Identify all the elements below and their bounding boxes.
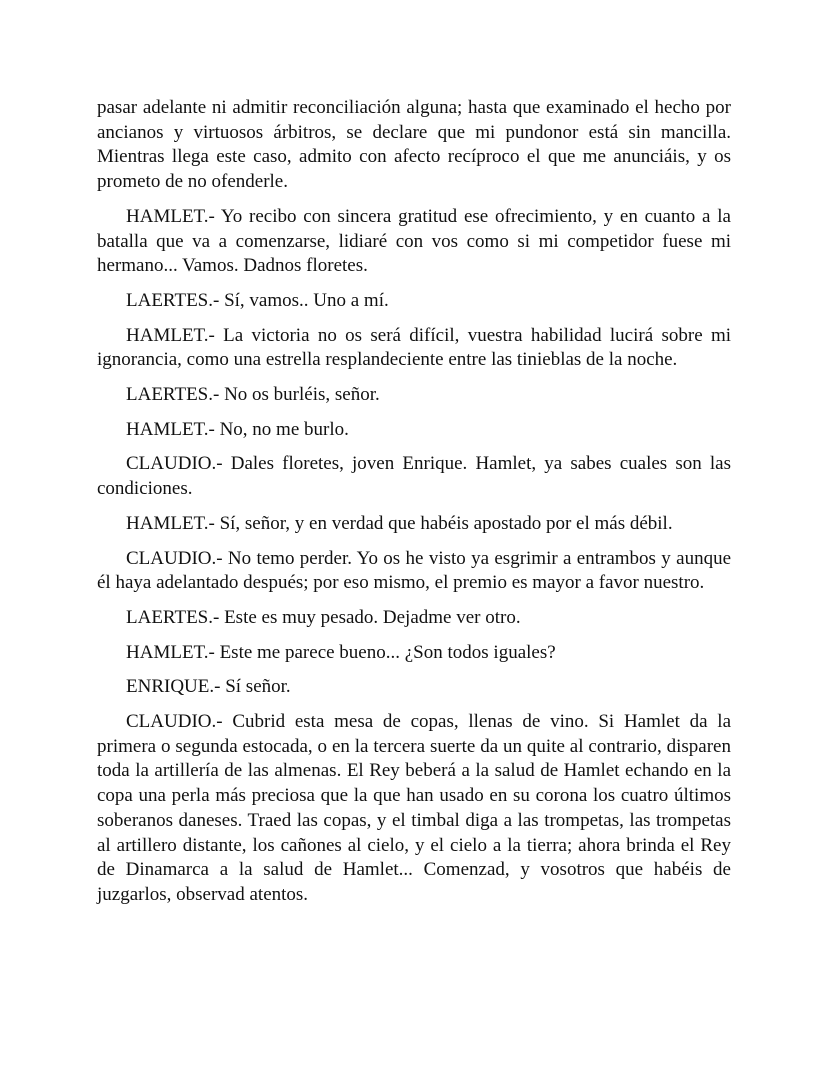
paragraph-laertes: LAERTES.- Este es muy pesado. Dejadme ver otro. (126, 606, 521, 628)
paragraph-hamlet: HAMLET.- Este me parece bueno... ¿Son todos iguales? (126, 641, 556, 663)
paragraph-hamlet: HAMLET.- Sí, señor, y en verdad que habéis apostado por el más débil. (126, 512, 673, 534)
paragraph-continuation: pasar adelante ni admitir reconciliación alguna; hasta que examinado el hecho por ancianos y virtuosos árbitros, se declare que mi pundonor está sin mancilla. Mientras llega este caso, admito con afecto recíproco el que me anunciáis, y os prometo de no ofenderle. (97, 97, 731, 193)
paragraph-claudio: CLAUDIO.- Cubrid esta mesa de copas, llenas de vino. Si Hamlet da la primera o segunda estocada, o en la tercera suerte da un quite al contrario, disparen toda la artillería de las almenas. El Rey beberá a la salud de Hamlet echando en la copa una perla más preciosa que la que han usado en su corona los cuatro últimos soberanos daneses. Traed las copas, y el timbal diga a las trompetas, las trompetas al artillero distante, los cañones al cielo, y el cielo a la tierra; ahora brinda el Rey de Dinamarca a la salud de Hamlet... Comenzad, y vosotros que habéis de juzgarlos, observad atentos. (97, 711, 731, 905)
paragraph-hamlet: HAMLET.- Yo recibo con sincera gratitud ese ofrecimiento, y en cuanto a la batalla que va a comenzarse, lidiaré con vos como si mi competidor fuese mi hermano... Vamos. Dadnos floretes. (97, 205, 731, 277)
paragraph-hamlet: HAMLET.- No, no me burlo. (126, 418, 349, 440)
paragraph-laertes: LAERTES.- No os burléis, señor. (126, 384, 380, 406)
paragraph-hamlet: HAMLET.- La victoria no os será difícil, vuestra habilidad lucirá sobre mi ignorancia, como una estrella resplandeciente entre las tinieblas de la noche. (97, 324, 731, 371)
paragraph-claudio: CLAUDIO.- No temo perder. Yo os he visto ya esgrimir a entrambos y aunque él haya adelantado después; por eso mismo, el premio es mayor a favor nuestro. (97, 547, 731, 594)
paragraph-claudio: CLAUDIO.- Dales floretes, joven Enrique. Hamlet, ya sabes cuales son las condiciones. (97, 453, 731, 500)
paragraph-laertes: LAERTES.- Sí, vamos.. Uno a mí. (126, 289, 389, 311)
paragraph-enrique: ENRIQUE.- Sí señor. (126, 676, 291, 698)
document-page (97, 96, 731, 918)
